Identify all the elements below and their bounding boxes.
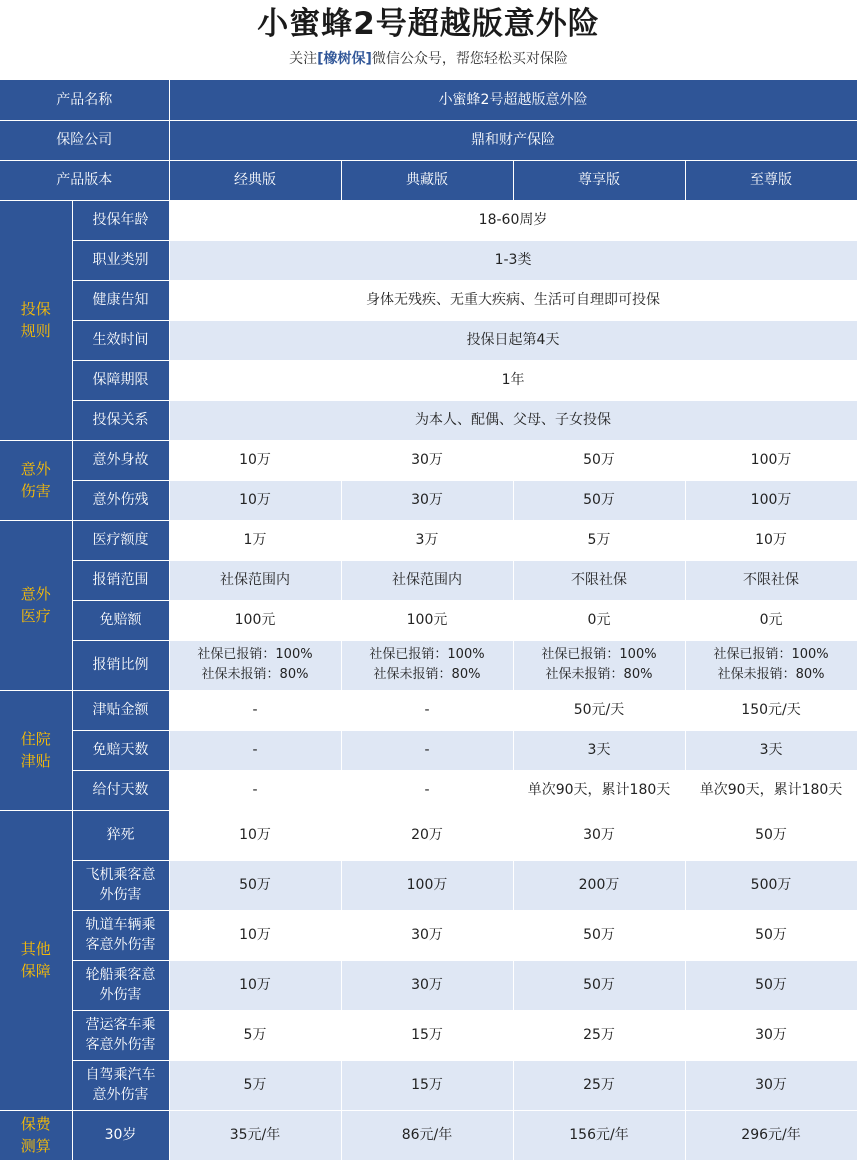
page-title: 小蜜蜂2号超越版意外险 (257, 6, 600, 42)
row-value: 10万 (169, 910, 341, 960)
row-label: 营运客车乘 客意外伤害 (72, 1010, 169, 1060)
row-value: 15万 (341, 1060, 513, 1110)
table-row (0, 600, 857, 640)
premium-value: 35元/年 (169, 1110, 341, 1160)
row-value: 100万 (341, 860, 513, 910)
row-label: 津贴金额 (72, 690, 169, 730)
row-label: 意外身故 (72, 440, 169, 480)
row-value: 20万 (341, 810, 513, 860)
table-row (0, 1010, 857, 1060)
row-value: 投保日起第4天 (169, 320, 857, 360)
row-value: 25万 (513, 1060, 685, 1110)
version-header: 尊享版 (513, 160, 685, 200)
row-value: 社保范围内 (169, 560, 341, 600)
version-header: 经典版 (169, 160, 341, 200)
table-row (0, 480, 857, 520)
row-value: 10万 (169, 440, 341, 480)
row-label: 意外伤残 (72, 480, 169, 520)
row-label: 免赔额 (72, 600, 169, 640)
row-value: 身体无残疾、无重大疾病、生活可自理即可投保 (169, 280, 857, 320)
row-value: 30万 (341, 960, 513, 1010)
table-row (0, 810, 857, 860)
premium-value: 296元/年 (685, 1110, 857, 1160)
row-label: 投保关系 (72, 400, 169, 440)
row-value: 为本人、配偶、父母、子女投保 (169, 400, 857, 440)
table-row (0, 520, 857, 560)
table-row (0, 280, 857, 320)
premium-value: 86元/年 (341, 1110, 513, 1160)
comparison-table (0, 80, 857, 1161)
row-label: 健康告知 (72, 280, 169, 320)
row-value: - (169, 770, 341, 810)
row-value: 50万 (513, 440, 685, 480)
table-row (0, 440, 857, 480)
row-value: 单次90天，累计180天 (513, 770, 685, 810)
subtitle-prefix: 关注 (289, 51, 318, 67)
row-value: 50万 (685, 910, 857, 960)
company-label: 保险公司 (0, 120, 169, 160)
row-value: 200万 (513, 860, 685, 910)
category-hospital: 住院 津贴 (0, 690, 72, 810)
row-value: 100万 (685, 480, 857, 520)
table-row (0, 240, 857, 280)
category-other: 其他 保障 (0, 810, 72, 1110)
row-value: 30万 (685, 1060, 857, 1110)
table-row (0, 560, 857, 600)
row-value: 100万 (685, 440, 857, 480)
row-value: 社保范围内 (341, 560, 513, 600)
row-value: 5万 (513, 520, 685, 560)
row-value: 25万 (513, 1010, 685, 1060)
subtitle-brand: [橡树保] (317, 51, 372, 67)
row-value: 不限社保 (685, 560, 857, 600)
version-label: 产品版本 (0, 160, 169, 200)
row-value: 150元/天 (685, 690, 857, 730)
row-label: 投保年龄 (72, 200, 169, 240)
row-value: 1年 (169, 360, 857, 400)
row-label: 职业类别 (72, 240, 169, 280)
table-row (0, 200, 857, 240)
row-label: 报销范围 (72, 560, 169, 600)
row-value: 500万 (685, 860, 857, 910)
row-value: 0元 (685, 600, 857, 640)
premium-value: 156元/年 (513, 1110, 685, 1160)
product-name-label: 产品名称 (0, 80, 169, 120)
row-value: 50万 (513, 960, 685, 1010)
row-value: - (341, 730, 513, 770)
row-value: 30万 (513, 810, 685, 860)
page-subtitle (0, 46, 857, 72)
row-label: 保障期限 (72, 360, 169, 400)
category-premium: 保费 测算 (0, 1110, 72, 1160)
table-row (0, 1110, 857, 1160)
table-row (0, 360, 857, 400)
row-value: 100元 (341, 600, 513, 640)
table-row (0, 640, 857, 690)
row-value: 1-3类 (169, 240, 857, 280)
table-row (0, 320, 857, 360)
table-row (0, 730, 857, 770)
table-row (0, 160, 857, 200)
row-value: 5万 (169, 1060, 341, 1110)
row-label: 免赔天数 (72, 730, 169, 770)
row-value: 3万 (341, 520, 513, 560)
version-header: 至尊版 (685, 160, 857, 200)
subtitle-suffix: 微信公众号，帮您轻松买对保险 (371, 51, 568, 67)
row-label: 报销比例 (72, 640, 169, 690)
row-label: 轨道车辆乘 客意外伤害 (72, 910, 169, 960)
row-value: 50万 (685, 810, 857, 860)
company-value: 鼎和财产保险 (169, 120, 857, 160)
row-value: 3天 (513, 730, 685, 770)
row-value: - (341, 770, 513, 810)
category-medical: 意外 医疗 (0, 520, 72, 690)
table-row (0, 80, 857, 120)
row-value: 单次90天，累计180天 (685, 770, 857, 810)
row-value: 50万 (685, 960, 857, 1010)
table-row (0, 910, 857, 960)
row-value: 50万 (513, 910, 685, 960)
row-label: 给付天数 (72, 770, 169, 810)
row-value: 社保已报销：100% 社保未报销：80% (341, 640, 513, 690)
row-value: 1万 (169, 520, 341, 560)
table-row (0, 1060, 857, 1110)
row-value: 社保已报销：100% 社保未报销：80% (169, 640, 341, 690)
row-value: - (341, 690, 513, 730)
row-value: 30万 (341, 440, 513, 480)
row-value: 3天 (685, 730, 857, 770)
row-label: 轮船乘客意 外伤害 (72, 960, 169, 1010)
category-accident: 意外 伤害 (0, 440, 72, 520)
row-value: 15万 (341, 1010, 513, 1060)
row-value: 18-60周岁 (169, 200, 857, 240)
row-label: 医疗额度 (72, 520, 169, 560)
row-label: 自驾乘汽车 意外伤害 (72, 1060, 169, 1110)
row-value: 30万 (685, 1010, 857, 1060)
row-value: 5万 (169, 1010, 341, 1060)
row-value: 社保已报销：100% 社保未报销：80% (685, 640, 857, 690)
table-row (0, 960, 857, 1010)
row-value: 10万 (169, 480, 341, 520)
row-value: 30万 (341, 910, 513, 960)
row-label: 生效时间 (72, 320, 169, 360)
row-label: 飞机乘客意 外伤害 (72, 860, 169, 910)
row-value: 社保已报销：100% 社保未报销：80% (513, 640, 685, 690)
version-header: 典藏版 (341, 160, 513, 200)
product-name-value: 小蜜蜂2号超越版意外险 (169, 80, 857, 120)
table-row (0, 860, 857, 910)
row-value: 10万 (169, 960, 341, 1010)
row-value: - (169, 730, 341, 770)
row-value: 10万 (169, 810, 341, 860)
row-value: - (169, 690, 341, 730)
page-header (0, 0, 857, 80)
row-value: 50万 (169, 860, 341, 910)
row-label: 猝死 (72, 810, 169, 860)
row-value: 100元 (169, 600, 341, 640)
table-row (0, 690, 857, 730)
row-value: 50元/天 (513, 690, 685, 730)
row-value: 不限社保 (513, 560, 685, 600)
row-value: 0元 (513, 600, 685, 640)
premium-age-label: 30岁 (72, 1110, 169, 1160)
row-value: 30万 (341, 480, 513, 520)
table-row (0, 400, 857, 440)
table-row (0, 770, 857, 810)
row-value: 10万 (685, 520, 857, 560)
row-value: 50万 (513, 480, 685, 520)
category-rules: 投保 规则 (0, 200, 72, 440)
table-row (0, 120, 857, 160)
